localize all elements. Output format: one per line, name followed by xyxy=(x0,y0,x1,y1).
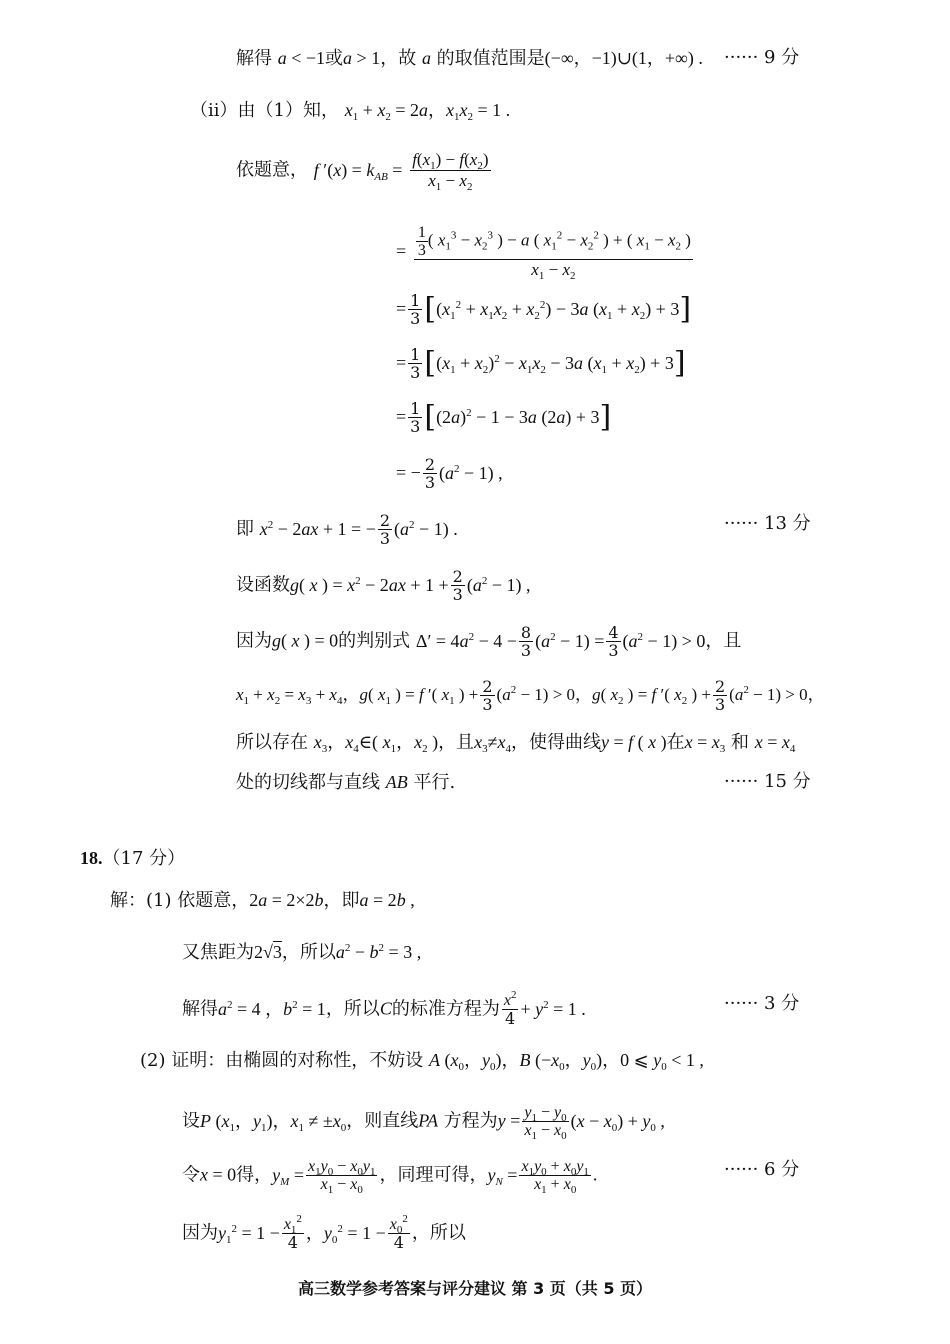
existence-line: 所以存在 $x_3$，$x_4\in$( $x_1$，$x_2$ )，且$x_3\ne x_4$，使得曲线y = f ( x )在$x = x_3$ 和 $x = x_4$ xyxy=(236,732,796,755)
text: ，且 xyxy=(438,732,475,753)
derivation-line-1: 依题意， f $'(x) = k_{AB}$ = $\frac{f(x_1) - f(x_2)}{x_1 - x_2}$ xyxy=(236,150,489,193)
discriminant-line: 因为g( x ) = 0的判别式 $\Delta' = 4a^2 - 4$ − $\frac{8}{3}$ $(a^2 - 1)$ = $\frac{4}{3}$ $(a^2 - 1) > 0$，且 xyxy=(236,623,742,660)
text: ，即 xyxy=(323,890,360,911)
text: （ⅱ）由（1）知， xyxy=(190,100,339,121)
solution-part1-line: 解：(1) 依题意，2a = 2×2b，即a = 2b , xyxy=(110,890,415,911)
derivation-line-3: = $\frac{1}{3}$ [$(x_1^2 + x_1x_2 + x_2^2) - 3a$ $(x_1 + x_2) + 3$] xyxy=(396,291,692,328)
text: (2) 证明：由椭圆的对称性，不妨设 xyxy=(140,1050,424,1071)
substitution-line: 因为$y_1^2 = 1$ − $\frac{x_1^2}{4}$ ，$y_0^2 = 1$ − $\frac{x_0^2}{4}$ ，所以 xyxy=(182,1213,466,1252)
intercept-line: 令x = 0得，$y_M$ = $\frac{x_1y_0 - x_0y_1}{x_1 - x_0}$ ，同理可得，$y_N$ = $\frac{x_1y_0 + x_0y_1}{x_1 + x_0}$ . xyxy=(182,1158,598,1196)
text: 处的切线都与直线 xyxy=(236,772,380,793)
condition-line: $x_1 + x_2 = x_3 + x_4$，g( $x_1$ ) = f ′( $x_1$ ) + $\frac{2}{3}$ $(a^2 - 1) > 0$，g( $x_2$ ) = f ′( $x_2$ ) + $\frac{2}{3}$ $(a^2 - 1) > 0$， xyxy=(236,677,825,714)
text: 解：(1) 依题意， xyxy=(110,890,250,911)
text: 和 xyxy=(731,732,750,753)
solution-range-line: 解得 a < −1或a > 1，故 a 的取值范围是(−∞，−1)∪(1，+∞) . xyxy=(236,48,703,69)
text: ，则直线 xyxy=(346,1110,419,1132)
text: 所以存在 xyxy=(236,732,308,753)
score-mark: ······ 13 分 xyxy=(724,513,811,534)
text: 得， xyxy=(236,1164,273,1186)
text: ，所以 xyxy=(411,1222,466,1244)
text: ，且 xyxy=(705,630,742,652)
text: ，使得曲线 xyxy=(510,732,601,753)
text: 的取值范围是 xyxy=(436,48,545,69)
score-mark: ······ 15 分 xyxy=(724,771,811,792)
score-mark: ······ 3 分 xyxy=(724,993,800,1014)
line-pa-equation: 设P ($x_1$，$y_1$)，$x_1 \ne \pm x_0$，则直线PA 方程为y = $\frac{y_1 - y_0}{x_1 - x_0}$ $(x - x_0) + y_0$ , xyxy=(182,1104,665,1142)
question-number: 18. xyxy=(80,848,103,868)
text: 设 xyxy=(182,1110,200,1132)
text: 设函数 xyxy=(236,574,290,596)
derivation-line-6: = − $\frac{2}{3}$ $(a^2 - 1)$ , xyxy=(396,455,503,492)
score-mark: ······ 6 分 xyxy=(724,1159,800,1180)
derivation-line-5: = $\frac{1}{3}$ [$(2a)^2 - 1 - 3a$ (2a) + 3] xyxy=(396,399,612,436)
text: 又焦距为 xyxy=(182,942,254,963)
function-def-line: 设函数g( x ) = $x^2 - 2ax + 1$ + $\frac{2}{3}$ $(a^2 - 1)$ , xyxy=(236,567,531,604)
text: 平行. xyxy=(413,772,456,793)
text: ，所以 xyxy=(281,942,336,963)
derivation-line-2: = $\frac{1}{3}$ ( $x_1^3 - x_2^3$ ) − a ( $x_1^2 - x_2^2$ ) + ( $x_1 - x_2$ ) $x_1 - x_2$ xyxy=(396,224,691,282)
text: ，同理可得， xyxy=(379,1164,488,1186)
text: 的判别式 xyxy=(338,630,411,652)
text: 即 xyxy=(236,518,254,540)
text: 因为 xyxy=(182,1222,218,1244)
part-ii-line: （ⅱ）由（1）知， $x_1 + x_2 = 2a$，$x_1x_2 = 1$ . xyxy=(190,100,511,123)
text: 令 xyxy=(182,1164,200,1186)
text: 方程为 xyxy=(443,1110,498,1132)
solution-part2-line: (2) 证明：由椭圆的对称性，不妨设 A ($x_0$，$y_0$)，B ($-x_0$，$y_0$)，0 ⩽ $y_0 < 1$ , xyxy=(140,1050,704,1073)
focal-distance-line: 又焦距为2√3，所以$a^2 - b^2 = 3$ , xyxy=(182,942,422,963)
derivation-line-4: = $\frac{1}{3}$ [$(x_1 + x_2)^2 - x_1x_2 - 3a$ $(x_1 + x_2) + 3$] xyxy=(396,345,686,382)
standard-equation-line: 解得$a^2 = 4$ ，$b^2 = 1$，所以C的标准方程为 $\frac{x^2}{4}$ + $y^2 = 1$ . xyxy=(182,989,586,1028)
text: ，故 xyxy=(380,48,417,69)
score-mark: ······ 9 分 xyxy=(724,47,800,68)
page-footer: 高三数学参考答案与评分建议 第 3 页（共 5 页） xyxy=(297,1279,653,1298)
tangent-parallel-line: 处的切线都与直线 AB 平行. xyxy=(236,772,456,793)
text: 的标准方程为 xyxy=(391,998,500,1020)
text: 解得 xyxy=(182,998,218,1020)
text: 在 xyxy=(666,732,685,753)
text: ，所以 xyxy=(325,998,380,1020)
question-18-header xyxy=(80,846,185,871)
equation-line: 即 $x^2 - 2ax + 1$ = − $\frac{2}{3}$ $(a^2 - 1)$ . xyxy=(236,511,458,548)
text: 解得 xyxy=(236,48,272,69)
text: 或 xyxy=(325,48,344,69)
text: 因为 xyxy=(236,630,272,652)
text: 依题意， xyxy=(236,159,308,181)
question-points: （17 分） xyxy=(102,848,186,869)
